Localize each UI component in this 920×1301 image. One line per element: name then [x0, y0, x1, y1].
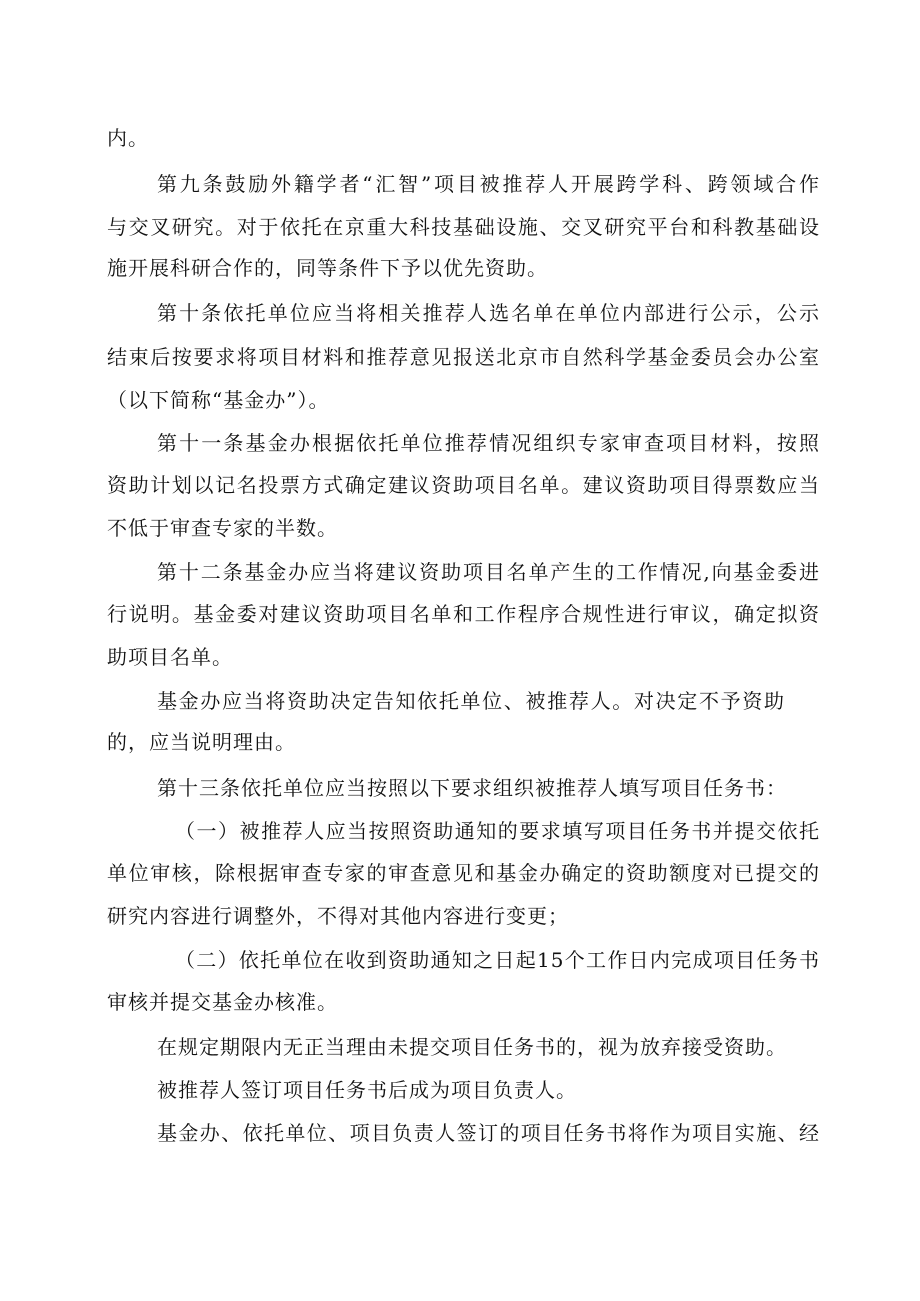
text-line: 研究内容进行调整外，不得对其他内容进行变更； — [107, 904, 569, 928]
text-line: 结束后按要求将项目材料和推荐意见报送北京市自然科学基金委员会办公室 — [107, 345, 820, 369]
text-line: 基金办、依托单位、项目负责人签订的项目任务书将作为项目实施、经 — [157, 1121, 820, 1145]
text-line: 单位审核，除根据审查专家的审查意见和基金办确定的资助额度对已提交的 — [107, 861, 820, 885]
text-line: 基金办应当将资助决定告知依托单位、被推荐人。对决定不予资助 — [157, 689, 785, 713]
text-line: 第十二条基金办应当将建议资助项目名单产生的工作情况,向基金委进 — [157, 560, 820, 584]
text-line: 不低于审查专家的半数。 — [107, 516, 338, 540]
text-line: 第十一条基金办根据依托单位推荐情况组织专家审查项目材料，按照 — [157, 431, 820, 455]
text-line: 行说明。基金委对建议资助项目名单和工作程序合规性进行审议，确定拟资 — [107, 602, 820, 626]
text-line: 与交叉研究。对于依托在京重大科技基础设施、交叉研究平台和科教基础设 — [107, 215, 820, 239]
text-line: 在规定期限内无正当理由未提交项目任务书的，视为放弃接受资助。 — [157, 1035, 787, 1059]
text-line: 第九条鼓励外籍学者“汇智”项目被推荐人开展跨学科、跨领域合作 — [157, 172, 820, 196]
text-line: 助项目名单。 — [107, 645, 233, 669]
text-line: 被推荐人签订项目任务书后成为项目负责人。 — [157, 1078, 577, 1102]
text-line: 第十三条依托单位应当按照以下要求组织被推荐人填写项目任务书： — [157, 776, 787, 800]
text-line: （一）被推荐人应当按照资助通知的要求填写项目任务书并提交依托 — [175, 819, 820, 843]
text-line: 的，应当说明理由。 — [107, 730, 296, 754]
text-line: 内。 — [107, 126, 149, 150]
text-line: 资助计划以记名投票方式确定建议资助项目名单。建议资助项目得票数应当 — [107, 473, 820, 497]
text-line: （以下简称“基金办”）。 — [107, 388, 330, 412]
text-line: 审核并提交基金办核准。 — [107, 990, 338, 1014]
text-line: 第十条依托单位应当将相关推荐人选名单在单位内部进行公示，公示 — [157, 301, 820, 325]
text-line: 施开展科研合作的，同等条件下予以优先资助。 — [107, 256, 548, 280]
text-line: （二）依托单位在收到资助通知之日起15个工作日内完成项目任务书 — [175, 948, 820, 972]
